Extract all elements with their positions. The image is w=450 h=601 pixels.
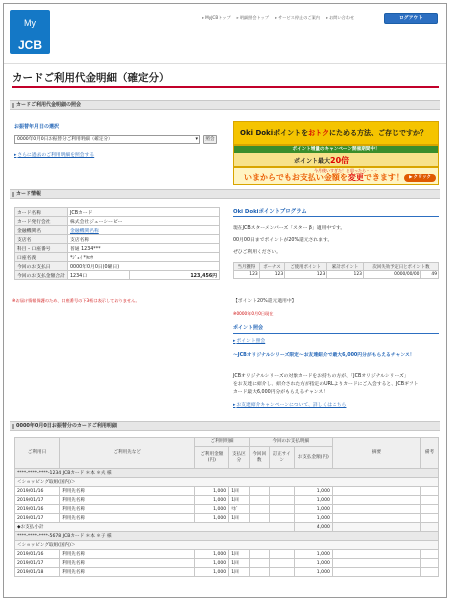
hdr-payment: 今回のお支払明細 [249,438,332,447]
card-group-row [15,532,439,541]
payment-banner-text: いまからでもお支払い金額を変更できます！ [244,173,404,182]
points-inquiry-link[interactable]: ▸ ポイント照会 [233,337,265,344]
col-date: ご利用日 [15,438,60,469]
click-button[interactable]: ▶ クリック [404,174,436,182]
cell-shop: 利用先名称 [60,496,195,505]
card-info-value: 1234口 [67,271,129,280]
link-contact[interactable]: ▸ お問い合わせ [326,15,354,21]
date-select-label: お振替年月日の選択 [14,124,60,130]
points-date-note: ※0000年0月0日現在 [233,311,274,316]
inquiry-button[interactable]: 照会 [203,135,217,144]
table-row [15,550,439,559]
campaign-header: ポイント増量のキャンペーン開催期間中！ [234,146,438,153]
page-frame [3,3,447,598]
cell-date: 2019/01/17 [15,559,60,568]
total-payment-amount: 123,456円 [130,271,220,280]
oki-return-line: 00月00日までポイントが20%還元されます。 [233,238,333,243]
table-row [15,487,439,496]
card-info-key: 金融機関名 [15,226,68,235]
logo-jcb-text: JCB [17,38,42,52]
payment-change-banner[interactable] [233,167,439,185]
cell-amount: 1,000 [195,514,229,523]
cell-date: 2019/01/18 [15,568,60,577]
cell-type: 1回 [229,487,249,496]
cell-pay: 1,000 [294,487,332,496]
table-row [15,496,439,505]
promo-text-3: カード最大6,000円分がもらえるチャンス！ [233,390,328,395]
points-header: 累計ポイント [327,263,364,271]
logo-my-text: My [24,18,36,28]
oki-doki-banner[interactable] [233,121,439,145]
col-sign: 訂正サイン [269,447,294,469]
col-note: 備考 [420,438,438,469]
past-statements-link[interactable]: ▸ さらに過去のご利用明細を照会する [14,151,94,158]
card-info-value: 普通 1234*** [67,244,219,253]
card-info-row [15,208,220,217]
title-divider [12,86,439,88]
points-header: ボーナス [259,263,284,271]
points-multiplier: ポイント最大20倍 [294,156,350,165]
cell-amount: 1,000 [195,487,229,496]
category-row [15,541,439,550]
site-header [4,4,446,64]
table-row [15,514,439,523]
billing-header-row-1 [15,438,439,447]
table-row [15,505,439,514]
points-campaign-banner[interactable] [233,145,439,167]
card-info-table [14,207,220,280]
cell-date: 2019/01/16 [15,505,60,514]
page-title: カードご利用代金明細（確定分） [12,72,170,84]
card-info-row [15,235,220,244]
points-value: 123 [327,271,364,279]
card-info-value: 支店名称 [67,235,219,244]
cell-shop: 利用先名称 [60,514,195,523]
promo-text-1: JCBオリジナルシリーズの対象カードをお持ちの方が、「JCBオリジナルシリーズ」 [233,374,409,379]
cell-type: ﾘﾎﾞ [229,505,249,514]
cell-pay: 1,000 [294,568,332,577]
subtotal-label: ◆お支払小計 [15,523,295,532]
card-group-label: ****-****-****-1234 JCBカード ＊本 ＊夫 様 [15,469,439,478]
promo-title: ～JCBオリジナルシリーズ限定～お友達紹介で最大6,000円分がもらえるチャンス！ [233,353,415,358]
points-value: 49 [421,271,439,279]
cell-shop: 利用先名称 [60,559,195,568]
card-info-key: 今回のお支払日 [15,262,68,271]
col-pay: お支払金額(円) [294,447,332,469]
points-header: 次回失効予定日とポイント数 [363,263,438,271]
oki-divider [233,216,439,217]
link-statement-top[interactable]: ▸ 明細照会トップ [237,15,269,21]
card-info-row [15,262,220,271]
col-amount: ご利用金額(円) [195,447,229,469]
cell-date: 2019/01/17 [15,496,60,505]
promo-text-2: をお友達に紹介し、紹介された方が指定のURLよりカードにご入会すると、JCBギフト [233,382,419,387]
points-table [233,262,439,279]
table-row [15,559,439,568]
cell-type: 1回 [229,550,249,559]
card-group-label: ****-****-****-5678 JCBカード ＊本 ＊子 様 [15,532,439,541]
cell-amount: 1,000 [195,568,229,577]
bank-name-link[interactable] [67,226,219,235]
oki-program-title: Oki Dokiポイントプログラム [233,209,307,215]
cell-amount: 1,000 [195,496,229,505]
cell-type: 1回 [229,568,249,577]
cell-type: 1回 [229,496,249,505]
billing-table [14,437,439,577]
section-inquiry: カードご利用代金明細の照会 [10,100,440,110]
cell-amount: 1,000 [195,505,229,514]
section-billing: 0000年0月0日お振替分のカードご利用明細 [10,421,440,431]
points-header-row [234,263,439,271]
points-value-row [234,271,439,279]
cell-shop: 利用先名称 [60,550,195,559]
cell-pay: 1,000 [294,505,332,514]
table-row [15,568,439,577]
payment-banner-small: 今月使いすぎた！と思ったら・・・ [314,168,378,173]
category-label: ＜ショッピング取組(国内)＞ [15,541,439,550]
cell-pay: 1,000 [294,559,332,568]
cell-pay: 1,000 [294,496,332,505]
card-info-value: *ｼﾞｪｲ *ﾀﾛｳ [67,253,219,262]
promo-detail-link[interactable]: ▸ お友達紹介キャンペーンについて、詳しくはこちら [233,401,346,408]
hdr-usage: ご利用明細 [195,438,249,447]
cell-amount: 1,000 [195,559,229,568]
cell-shop: 利用先名称 [60,487,195,496]
card-info-key: カード発行会社 [15,217,68,226]
oki-banner-text: Oki Dokiポイントをおトクにためる方法、ご存じですか？ [240,129,427,137]
category-label: ＜ショッピング取組(国内)＞ [15,478,439,487]
card-info-key: 今回のお支払金額合計 [15,271,68,280]
oki-use-line: ぜひご利用ください。 [233,250,281,255]
card-info-key: 支店名 [15,235,68,244]
points-value: 123 [285,271,327,279]
points-up-note: 【ポイント20%還元適用中】 [233,299,297,304]
section-card-info: カード情報 [10,189,440,199]
oki-status-line: 現在JCBスターメンバーズ「スター β」適用中です。 [233,226,346,231]
link-myjcb-top[interactable]: ▸ MyJCBトップ [202,15,231,21]
col-count: 今回回数 [249,447,269,469]
cell-pay: 1,000 [294,514,332,523]
cell-shop: 利用先名称 [60,568,195,577]
card-info-value: 0000年0月0日(0曜日) [67,262,219,271]
card-info-row [15,244,220,253]
col-memo: 摘要 [332,438,420,469]
card-info-value: JCBカード [67,208,219,217]
card-info-value: 株式会社ジェーシービー [67,217,219,226]
myjcb-logo[interactable] [10,10,50,54]
card-info-row [15,226,220,235]
cell-date: 2019/01/16 [15,487,60,496]
points-inquiry-title: ポイント照会 [233,325,264,331]
account-note: ※お届け情報保護のため、口座番号の下3桁は表示しておりません。 [12,298,140,303]
points-header: 当月獲得 [234,263,260,271]
points-value: 123 [234,271,260,279]
card-info-key: 科目・口座番号 [15,244,68,253]
cell-shop: 利用先名称 [60,505,195,514]
category-row [15,478,439,487]
points-header: ご使用ポイント [285,263,327,271]
col-paytype: 支払区分 [229,447,249,469]
cell-type: 1回 [229,514,249,523]
card-info-row [15,253,220,262]
cell-date: 2019/01/17 [15,514,60,523]
top-links [202,15,354,21]
card-info-row [15,271,220,280]
bank-name-text[interactable]: 金融機関名称 [69,228,99,234]
cell-pay: 1,000 [294,550,332,559]
points-value: 0000/00/00 [363,271,421,279]
points-divider [233,333,439,334]
card-group-row [15,469,439,478]
points-value: 123 [259,271,284,279]
cell-date: 2019/01/16 [15,550,60,559]
subtotal-row [15,523,439,532]
card-info-key: 口座名義 [15,253,68,262]
cell-type: 1回 [229,559,249,568]
cell-amount: 1,000 [195,550,229,559]
logout-button[interactable]: ログアウト [384,13,438,24]
payment-date-select[interactable]: 0000年0月0日お振替分ご利用明細（確定分） ▾ [14,135,200,144]
card-info-row [15,217,220,226]
col-shop: ご利用先など [60,438,195,469]
link-service-stop[interactable]: ▸ サービス停止のご案内 [275,15,320,21]
card-info-key: カード名称 [15,208,68,217]
subtotal-value: 4,000 [294,523,332,532]
